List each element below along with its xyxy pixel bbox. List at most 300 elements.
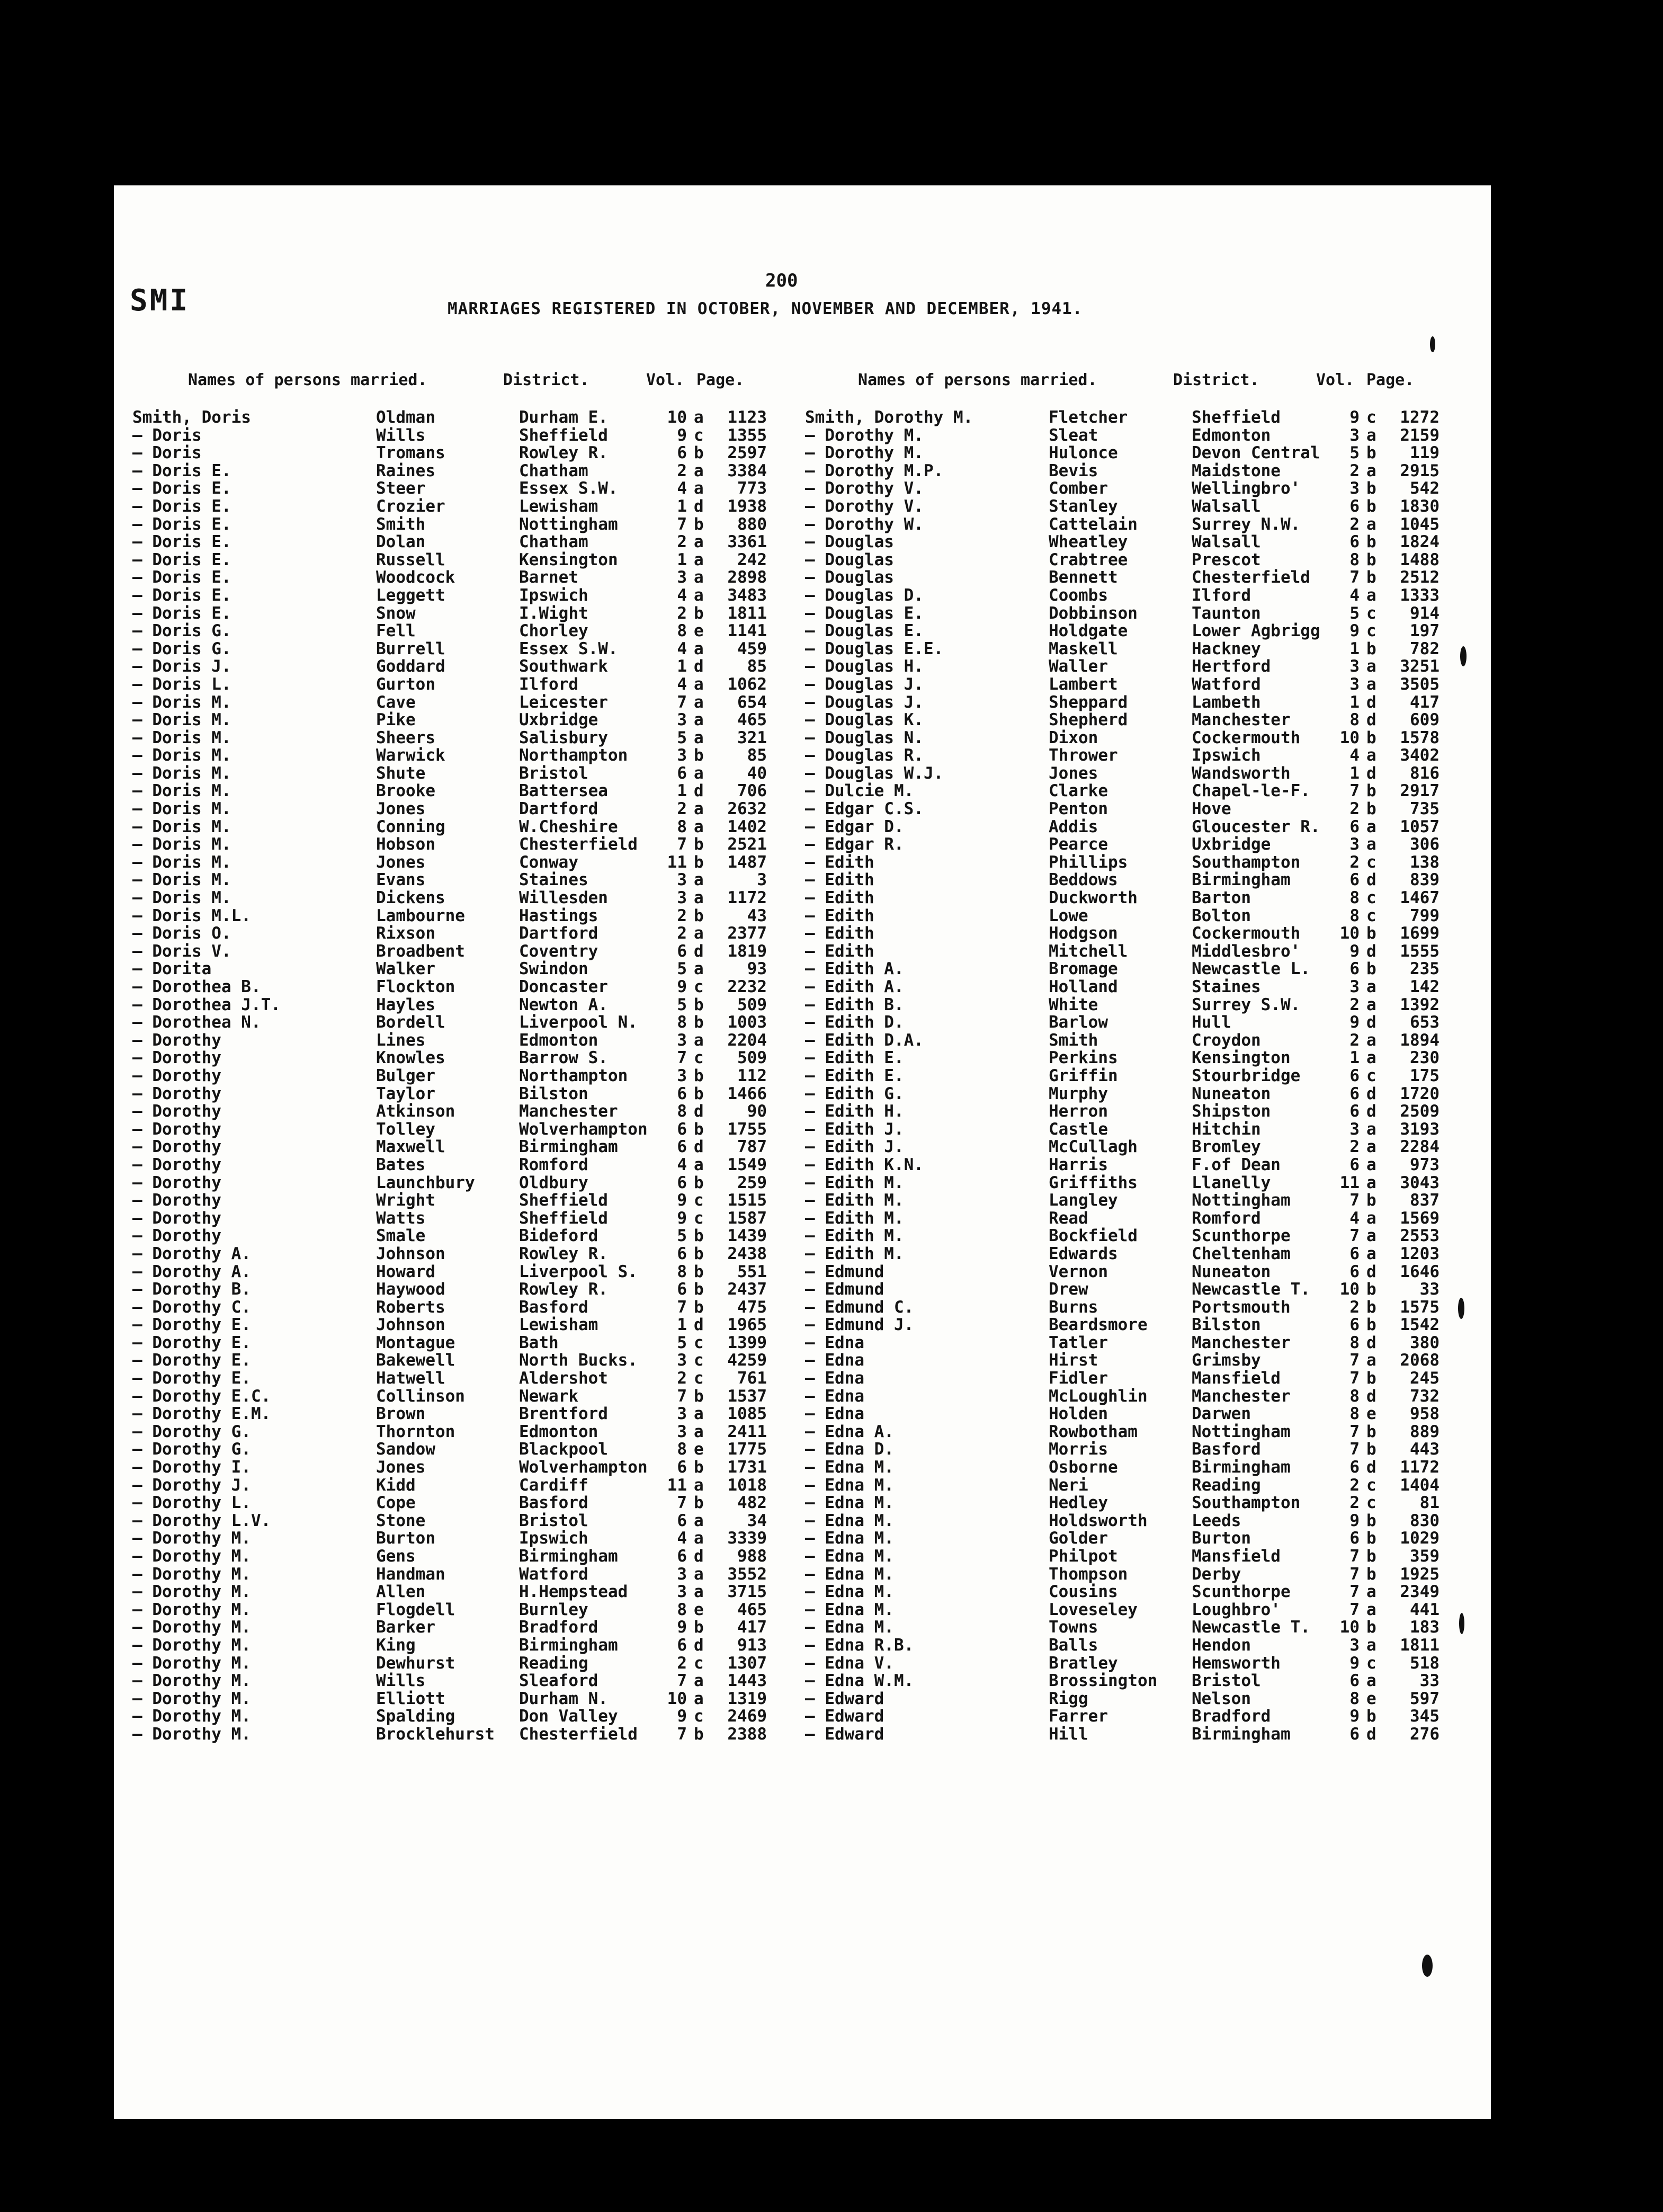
entry-spouse: Dickens [376, 888, 445, 908]
entry-name: — Edith E. [805, 1066, 904, 1085]
entry-district: Lewisham [519, 1315, 598, 1335]
entry-spouse: Fidler [1049, 1369, 1108, 1388]
entry-spouse: Hodgson [1049, 924, 1118, 943]
entry-vol: 6 [677, 1244, 687, 1263]
entry-name: — Dorothy M.P. [805, 461, 944, 480]
punch-mark [1460, 646, 1467, 666]
entry-district: Lewisham [519, 496, 598, 516]
entry-vol: 6 [1349, 870, 1360, 890]
entry-name: — Dorothy [132, 1030, 221, 1050]
entry-page: 1487 [727, 852, 767, 872]
entry-name: — Doris M. [132, 746, 231, 765]
entry-sec: a [694, 1564, 704, 1584]
entry-page: 913 [737, 1635, 767, 1655]
entry-page: 2597 [727, 443, 767, 463]
entry-sec: b [694, 1066, 704, 1085]
entry-name: — Dorita [132, 959, 212, 979]
entry-sec: d [694, 1547, 704, 1566]
entry-sec: c [1366, 1475, 1376, 1495]
entry-sec: d [1366, 1333, 1376, 1352]
right-header-district: District. [1173, 371, 1259, 389]
entry-district: Manchester [1192, 1386, 1291, 1406]
entry-sec: a [694, 1030, 704, 1050]
entry-sec: a [1366, 1155, 1376, 1174]
entry-sec: a [1366, 817, 1376, 836]
entry-spouse: Dixon [1049, 728, 1098, 747]
entry-name: — Dorothy [132, 1048, 221, 1068]
entry-name: — Edna M. [805, 1618, 894, 1637]
entry-vol: 5 [677, 728, 687, 747]
entry-page: 799 [1410, 906, 1440, 925]
entry-sec: d [694, 1102, 704, 1121]
entry-sec: a [1366, 425, 1376, 445]
entry-district: Ipswich [519, 1529, 588, 1548]
entry-spouse: Flockton [376, 977, 455, 996]
entry-district: Hemsworth [1192, 1653, 1281, 1673]
entry-district: Chapel-le-F. [1192, 781, 1310, 801]
entry-page: 609 [1410, 710, 1440, 730]
entry-sec: a [1366, 674, 1376, 694]
entry-vol: 11 [667, 1475, 687, 1495]
entry-district: Chesterfield [1192, 568, 1310, 587]
entry-sec: c [694, 1653, 704, 1673]
entry-page: 1392 [1400, 995, 1440, 1014]
entry-district: Scunthorpe [1192, 1582, 1291, 1602]
entry-sec: c [694, 1351, 704, 1370]
entry-district: Hendon [1192, 1635, 1251, 1655]
entry-sec: b [1366, 959, 1376, 979]
entry-sec: a [694, 1671, 704, 1691]
entry-spouse: Golder [1049, 1529, 1108, 1548]
entry-vol: 3 [1349, 479, 1360, 498]
entry-vol: 9 [1349, 408, 1360, 427]
entry-spouse: Beddows [1049, 870, 1118, 890]
entry-sec: a [1366, 1048, 1376, 1068]
entry-page: 1018 [727, 1475, 767, 1495]
entry-name: — Edna M. [805, 1582, 894, 1602]
entry-spouse: Griffiths [1049, 1173, 1138, 1192]
entry-sec: a [694, 1582, 704, 1602]
entry-page: 732 [1410, 1386, 1440, 1406]
entry-vol: 3 [677, 1351, 687, 1370]
entry-vol: 4 [677, 585, 687, 605]
entry-page: 787 [737, 1137, 767, 1157]
entry-sec: a [1366, 1244, 1376, 1263]
entry-page: 259 [737, 1173, 767, 1192]
entry-spouse: Balls [1049, 1635, 1098, 1655]
entry-vol: 8 [677, 1262, 687, 1281]
punch-mark [1430, 336, 1435, 352]
entry-name: — Doris E. [132, 496, 231, 516]
punch-mark [1459, 1613, 1464, 1634]
entry-spouse: Kidd [376, 1475, 416, 1495]
entry-name: — Edward [805, 1724, 884, 1744]
entry-name: — Dorothy W. [805, 514, 924, 534]
entry-district: Nelson [1192, 1689, 1251, 1708]
entry-vol: 2 [1349, 1493, 1360, 1513]
entry-name: — Edith [805, 941, 874, 961]
entry-district: Uxbridge [1192, 835, 1271, 854]
entry-sec: d [1366, 710, 1376, 730]
entry-sec: a [1366, 1208, 1376, 1228]
entry-vol: 3 [1349, 977, 1360, 996]
entry-spouse: Tatler [1049, 1333, 1108, 1352]
entry-spouse: Rowbotham [1049, 1422, 1138, 1441]
entry-vol: 7 [1349, 1600, 1360, 1619]
entry-sec: b [694, 1244, 704, 1263]
entry-sec: a [1366, 657, 1376, 676]
entry-sec: e [1366, 1404, 1376, 1424]
entry-vol: 6 [677, 443, 687, 463]
entry-page: 245 [1410, 1369, 1440, 1388]
entry-vol: 2 [1349, 995, 1360, 1014]
entry-district: Cheltenham [1192, 1244, 1291, 1263]
entry-vol: 6 [1349, 959, 1360, 979]
entry-vol: 2 [677, 1653, 687, 1673]
entry-district: Newcastle L. [1192, 959, 1310, 979]
entry-spouse: Castle [1049, 1119, 1108, 1139]
entry-district: Wolverhampton [519, 1119, 648, 1139]
entry-page: 2204 [727, 1030, 767, 1050]
entry-vol: 2 [677, 461, 687, 480]
entry-district: Mansfield [1192, 1547, 1281, 1566]
entry-sec: b [694, 443, 704, 463]
entry-district: Romford [519, 1155, 588, 1174]
entry-district: Loughbro' [1192, 1600, 1281, 1619]
entry-spouse: Shepherd [1049, 710, 1128, 730]
entry-vol: 9 [677, 1707, 687, 1726]
entry-spouse: Jones [376, 1458, 426, 1477]
entry-district: Manchester [519, 1102, 618, 1121]
entry-district: Reading [519, 1653, 588, 1673]
entry-district: F.of Dean [1192, 1155, 1281, 1174]
entry-page: 1466 [727, 1084, 767, 1103]
entry-vol: 10 [1339, 1280, 1360, 1299]
entry-spouse: Read [1049, 1208, 1088, 1228]
entry-district: Hertford [1192, 657, 1271, 676]
entry-district: Chesterfield [519, 835, 638, 854]
entry-district: Hackney [1192, 639, 1261, 658]
entry-vol: 8 [1349, 710, 1360, 730]
entry-vol: 8 [677, 621, 687, 641]
entry-name: — Dorothy M. [132, 1547, 251, 1566]
entry-page: 306 [1410, 835, 1440, 854]
entry-district: Dartford [519, 799, 598, 819]
entry-vol: 4 [677, 674, 687, 694]
entry-spouse: Collinson [376, 1386, 465, 1406]
entry-spouse: Goddard [376, 657, 445, 676]
entry-district: Chatham [519, 532, 588, 552]
entry-spouse: Langley [1049, 1191, 1118, 1210]
entry-district: Barnet [519, 568, 578, 587]
entry-vol: 9 [677, 1618, 687, 1637]
entry-district: H.Hempstead [519, 1582, 628, 1602]
entry-spouse: Duckworth [1049, 888, 1138, 908]
left-header-vol: Vol. [646, 371, 685, 389]
entry-district: Edmonton [519, 1422, 598, 1441]
entry-vol: 3 [677, 1582, 687, 1602]
entry-sec: b [1366, 1297, 1376, 1317]
entry-sec: b [694, 1280, 704, 1299]
entry-district: Birmingham [519, 1635, 618, 1655]
entry-sec: e [1366, 1689, 1376, 1708]
entry-name: — Douglas E.E. [805, 639, 944, 658]
entry-name: — Edith D.A. [805, 1030, 924, 1050]
entry-sec: a [694, 692, 704, 712]
entry-name: — Edith B. [805, 995, 904, 1014]
entry-spouse: Handman [376, 1564, 445, 1584]
entry-vol: 10 [1339, 728, 1360, 747]
entry-district: Devon Central [1192, 443, 1320, 463]
entry-page: 1555 [1400, 941, 1440, 961]
entry-district: Hull [1192, 1013, 1231, 1032]
entry-name: — Doris M. [132, 817, 231, 836]
entry-spouse: Pearce [1049, 835, 1108, 854]
entry-district: Reading [1192, 1475, 1261, 1495]
entry-name: — Edna M. [805, 1475, 894, 1495]
entry-name: — Edna [805, 1351, 864, 1370]
entry-vol: 7 [1349, 1369, 1360, 1388]
entry-district: Sheffield [519, 425, 608, 445]
entry-spouse: Perkins [1049, 1048, 1118, 1068]
entry-sec: b [1366, 728, 1376, 747]
entry-vol: 9 [1349, 1707, 1360, 1726]
entry-name: — Dorothea J.T. [132, 995, 281, 1014]
entry-vol: 10 [667, 1689, 687, 1708]
entry-vol: 9 [1349, 1653, 1360, 1673]
entry-name: — Dorothy E. [132, 1315, 251, 1335]
entry-page: 1894 [1400, 1030, 1440, 1050]
entry-page: 2437 [727, 1280, 767, 1299]
entry-vol: 6 [1349, 1155, 1360, 1174]
entry-sec: b [1366, 1422, 1376, 1441]
entry-sec: a [1366, 1635, 1376, 1655]
entry-vol: 2 [677, 906, 687, 925]
entry-page: 34 [747, 1511, 767, 1530]
entry-vol: 2 [1349, 1297, 1360, 1317]
entry-district: Newark [519, 1386, 578, 1406]
entry-page: 1775 [727, 1440, 767, 1459]
entry-page: 3251 [1400, 657, 1440, 676]
entry-district: Llanelly [1192, 1173, 1271, 1192]
entry-district: Maidstone [1192, 461, 1281, 480]
entry-page: 359 [1410, 1547, 1440, 1566]
entry-name: — Edward [805, 1689, 884, 1708]
entry-district: Rowley R. [519, 1244, 608, 1263]
entry-district: Edmonton [519, 1030, 598, 1050]
entry-sec: c [1366, 1066, 1376, 1085]
entry-sec: b [1366, 1280, 1376, 1299]
entry-sec: a [1366, 1671, 1376, 1691]
entry-name: — Douglas N. [805, 728, 924, 747]
entry-district: Walsall [1192, 532, 1261, 552]
entry-district: Rowley R. [519, 443, 608, 463]
entry-page: 1537 [727, 1386, 767, 1406]
entry-page: 1307 [727, 1653, 767, 1673]
entry-district: Croydon [1192, 1030, 1261, 1050]
entry-page: 3384 [727, 461, 767, 480]
entry-name: — Dorothea N. [132, 1013, 261, 1032]
entry-vol: 1 [677, 657, 687, 676]
entry-spouse: Loveseley [1049, 1600, 1138, 1619]
entry-name: — Dorothy [132, 1119, 221, 1139]
entry-vol: 7 [1349, 781, 1360, 801]
entry-vol: 2 [1349, 799, 1360, 819]
entry-spouse: Holdsworth [1049, 1511, 1148, 1530]
entry-page: 1824 [1400, 532, 1440, 552]
entry-name: — Dorothy E. [132, 1333, 251, 1352]
entry-page: 1811 [1400, 1635, 1440, 1655]
entry-name: — Dorothy [132, 1155, 221, 1174]
entry-name: — Dorothy E. [132, 1351, 251, 1370]
entry-name: — Dorothy M. [132, 1600, 251, 1619]
entry-district: Bilston [519, 1084, 588, 1103]
entry-vol: 4 [677, 1529, 687, 1548]
entry-page: 1467 [1400, 888, 1440, 908]
entry-sec: a [694, 799, 704, 819]
entry-page: 119 [1410, 443, 1440, 463]
entry-sec: a [694, 1422, 704, 1441]
entry-vol: 8 [677, 1440, 687, 1459]
entry-district: Prescot [1192, 550, 1261, 569]
entry-spouse: Pike [376, 710, 416, 730]
entry-name: — Doris M. [132, 710, 231, 730]
entry-spouse: Gens [376, 1547, 416, 1566]
entry-sec: b [694, 995, 704, 1014]
entry-page: 2159 [1400, 425, 1440, 445]
entry-page: 2349 [1400, 1582, 1440, 1602]
entry-spouse: Steer [376, 479, 426, 498]
entry-name: — Douglas D. [805, 585, 924, 605]
entry-vol: 7 [677, 1671, 687, 1691]
entry-name: — Dorothy V. [805, 479, 924, 498]
entry-district: Southampton [1192, 1493, 1301, 1513]
entry-spouse: Allen [376, 1582, 426, 1602]
entry-vol: 1 [1349, 692, 1360, 712]
entry-sec: b [1366, 1707, 1376, 1726]
entry-page: 43 [747, 906, 767, 925]
entry-page: 1646 [1400, 1262, 1440, 1281]
entry-name: — Doris E. [132, 585, 231, 605]
entry-page: 914 [1410, 603, 1440, 623]
entry-page: 230 [1410, 1048, 1440, 1068]
entry-spouse: Brooke [376, 781, 435, 801]
entry-page: 542 [1410, 479, 1440, 498]
entry-name: — Dorothy [132, 1191, 221, 1210]
entry-spouse: Morris [1049, 1440, 1108, 1459]
entry-name: — Edna D. [805, 1440, 894, 1459]
entry-spouse: Maskell [1049, 639, 1118, 658]
entry-vol: 2 [677, 799, 687, 819]
entry-sec: a [1366, 1119, 1376, 1139]
entry-spouse: Watts [376, 1208, 426, 1228]
entry-spouse: Lines [376, 1030, 426, 1050]
entry-district: Bristol [519, 763, 588, 783]
entry-page: 276 [1410, 1724, 1440, 1744]
entry-name: — Dorothy M. [132, 1582, 251, 1602]
entry-sec: b [694, 1119, 704, 1139]
entry-page: 3339 [727, 1529, 767, 1548]
entry-sec: a [694, 674, 704, 694]
entry-name: — Doris G. [132, 621, 231, 641]
entry-sec: d [1366, 1458, 1376, 1477]
entry-district: Cockermouth [1192, 924, 1301, 943]
entry-spouse: Warwick [376, 746, 445, 765]
entry-spouse: Cousins [1049, 1582, 1118, 1602]
entry-sec: a [1366, 1030, 1376, 1050]
entry-district: Scunthorpe [1192, 1226, 1291, 1246]
entry-vol: 6 [1349, 1529, 1360, 1548]
entry-spouse: Hill [1049, 1724, 1088, 1744]
entry-spouse: Smale [376, 1226, 426, 1246]
entry-sec: a [1366, 1582, 1376, 1602]
entry-name: — Doris M. [132, 692, 231, 712]
entry-district: Basford [1192, 1440, 1261, 1459]
entry-name: — Doris M.L. [132, 906, 251, 925]
entry-spouse: Dobbinson [1049, 603, 1138, 623]
entry-spouse: Cope [376, 1493, 416, 1513]
entry-district: Bristol [1192, 1671, 1261, 1691]
entry-name: — Edith J. [805, 1119, 904, 1139]
entry-name: — Edith [805, 852, 874, 872]
entry-sec: a [694, 585, 704, 605]
entry-sec: a [694, 461, 704, 480]
entry-page: 2232 [727, 977, 767, 996]
entry-vol: 3 [1349, 1635, 1360, 1655]
entry-spouse: Burns [1049, 1297, 1098, 1317]
entry-page: 988 [737, 1547, 767, 1566]
entry-page: 1965 [727, 1315, 767, 1335]
entry-district: Conway [519, 852, 578, 872]
entry-vol: 6 [1349, 1084, 1360, 1103]
entry-vol: 6 [677, 763, 687, 783]
entry-sec: b [1366, 568, 1376, 587]
entry-name: — Edna M. [805, 1511, 894, 1530]
entry-vol: 7 [677, 514, 687, 534]
entry-name: — Dorothy B. [132, 1280, 251, 1299]
entry-page: 482 [737, 1493, 767, 1513]
entry-sec: b [694, 514, 704, 534]
entry-sec: c [694, 1707, 704, 1726]
entry-vol: 9 [677, 1191, 687, 1210]
entry-district: W.Cheshire [519, 817, 618, 836]
entry-page: 1003 [727, 1013, 767, 1032]
entry-sec: b [1366, 496, 1376, 516]
entry-page: 1569 [1400, 1208, 1440, 1228]
entry-spouse: McCullagh [1049, 1137, 1138, 1157]
entry-spouse: Burrell [376, 639, 445, 658]
entry-district: Romford [1192, 1208, 1261, 1228]
entry-spouse: Evans [376, 870, 426, 890]
entry-vol: 3 [677, 1030, 687, 1050]
entry-name: — Doris L. [132, 674, 231, 694]
entry-spouse: Towns [1049, 1618, 1098, 1637]
entry-name: — Dorothy M. [132, 1635, 251, 1655]
entry-spouse: Bennett [1049, 568, 1118, 587]
entry-sec: c [1366, 621, 1376, 641]
entry-name: — Dorothea B. [132, 977, 261, 996]
entry-district: Mansfield [1192, 1369, 1281, 1388]
entry-name: — Edgar R. [805, 835, 904, 854]
entry-sec: a [1366, 1351, 1376, 1370]
entry-district: Birmingham [1192, 870, 1291, 890]
entry-page: 3552 [727, 1564, 767, 1584]
entry-page: 3 [757, 870, 767, 890]
entry-district: Sheffield [519, 1208, 608, 1228]
entry-name: — Dorothy M. [132, 1671, 251, 1691]
entry-vol: 1 [677, 496, 687, 516]
entry-spouse: Bockfield [1049, 1226, 1138, 1246]
